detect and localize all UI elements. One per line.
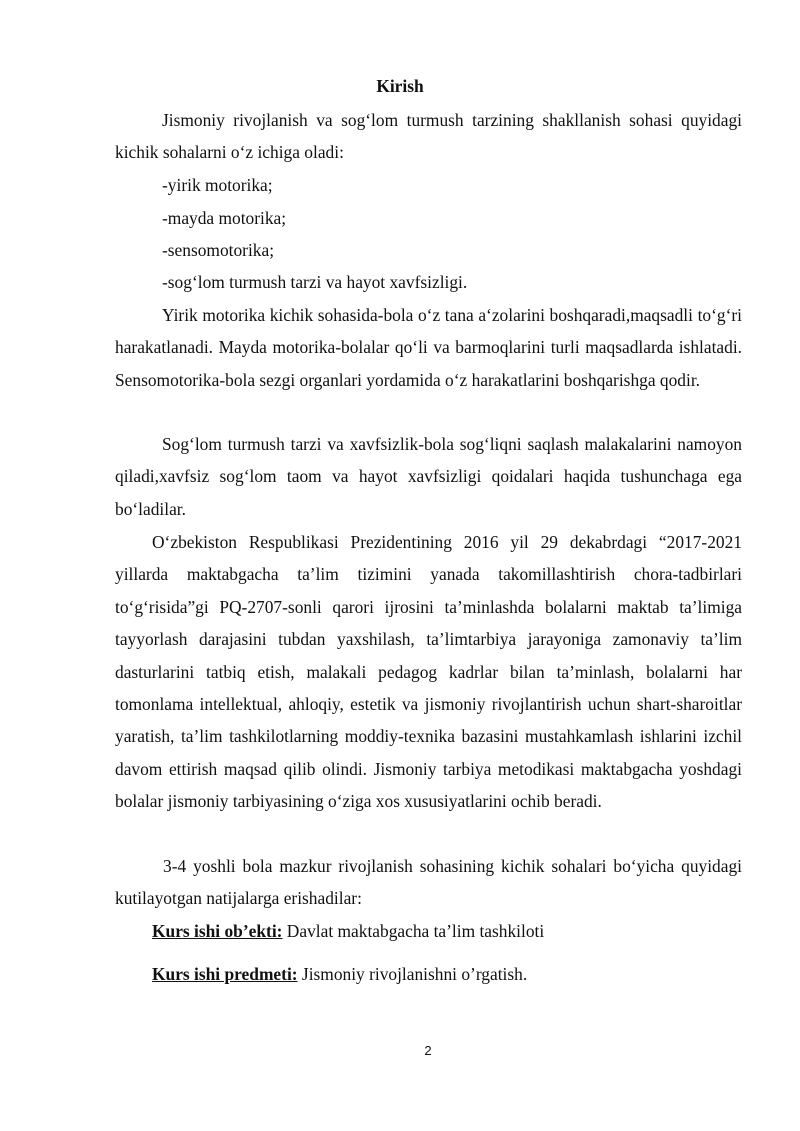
page-number: 2 (424, 1043, 432, 1058)
course-object-label: Kurs ishi ob’ekti: (152, 921, 283, 941)
list-item: -sensomotorika; (162, 240, 275, 260)
list-item: -mayda motorika; (162, 208, 287, 228)
intro-paragraph: Jismoniy rivojlanish va sog‘lom turmush tarzining shakllanish sohasi quyidagi kichik sohalarni o‘z ichiga oladi: (115, 110, 742, 163)
list-item: -sog‘lom turmush tarzi va hayot xavfsizligi. (162, 272, 468, 292)
course-object-line (152, 915, 544, 947)
course-object-value: Davlat maktabgacha ta’lim tashkiloti (282, 921, 545, 941)
course-subject-value: Jismoniy rivojlanishni o’rgatish. (297, 964, 528, 984)
results-paragraph: 3-4 yoshli bola mazkur rivojlanish sohasining kichik sohalari bo‘yicha quyidagi kutilayotgan natijalarga erishadilar: (115, 856, 742, 909)
course-subject-label: Kurs ishi predmeti: (152, 964, 298, 984)
healthy-lifestyle-paragraph: Sog‘lom turmush tarzi va xavfsizlik-bola sog‘liqni saqlash malakalarini namoyon qiladi,xavfsiz sog‘lom taom va hayot xavfsizligi qoidalari haqida tushunchaga ega bo‘ladilar. (115, 434, 742, 519)
list-item: -yirik motorika; (162, 175, 273, 195)
decree-paragraph: O‘zbekiston Respublikasi Prezidentining 2016 yil 29 dekabrdagi “2017-2021 yillarda maktabgacha ta’lim tizimini yanada takomillashtirish chora-tadbirlari to‘g‘risida”gi PQ-2707-sonli qarori ijrosini ta’minlashda bolalarni maktab ta’limiga tayyorlash darajasini tubdan yaxshilash, ta’limtarbiya jarayoniga zamonaviy ta’lim dasturlarini tatbiq etish, malakali pedagog kadrlar bilan ta’minlash, bolalarni har tomonlama intellektual, ahloqiy, estetik va jismoniy rivojlantirish uchun shart-sharoitlar yaratish, ta’lim tashkilotlarning moddiy-texnika bazasini mustahkamlash ishlarini izchil davom ettirish maqsad qilib olindi. Jismoniy tarbiya metodikasi maktabgacha yoshdagi bolalar jismoniy tarbiyasining o‘ziga xos xususiyatlarini ochib beradi. (115, 532, 742, 812)
motorika-paragraph: Yirik motorika kichik sohasida-bola o‘z tana a‘zolarini boshqaradi,maqsadli to‘g‘ri harakatlanadi. Mayda motorika-bolalar qo‘li va barmoqlarini turli maqsadlarda ishlatadi. Sensomotorika-bola sezgi organlari yordamida o‘z harakatlarini boshqarishga qodir. (115, 305, 742, 390)
section-title: Kirish (376, 76, 424, 96)
course-subject-line (152, 958, 527, 990)
